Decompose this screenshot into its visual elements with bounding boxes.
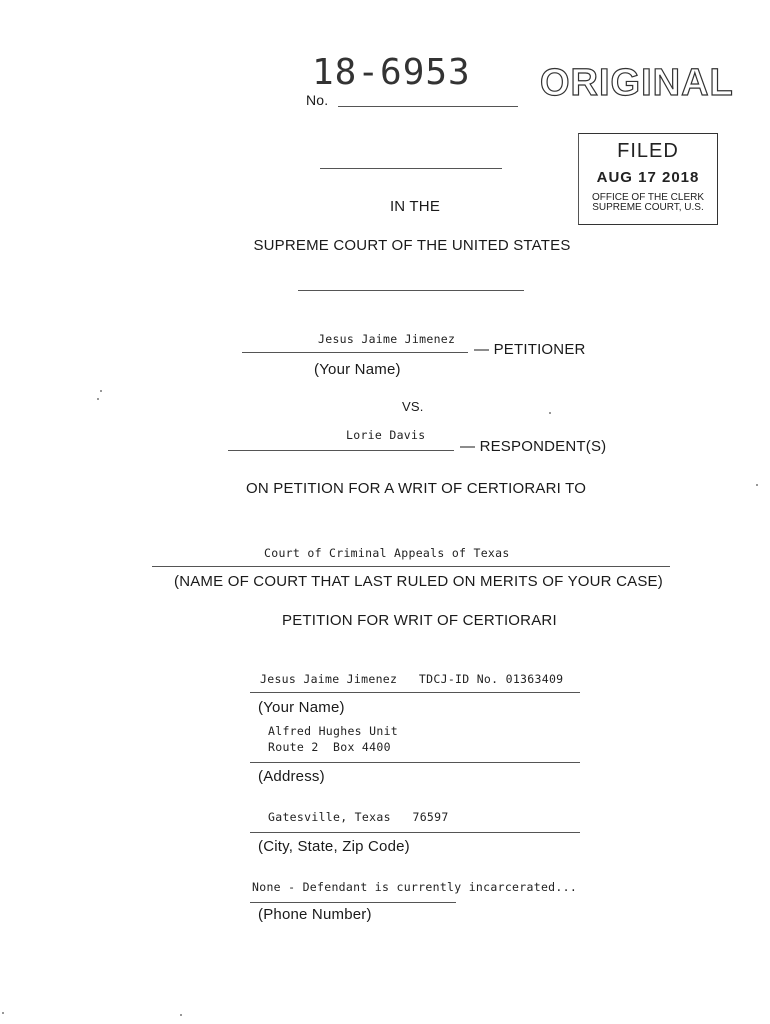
scan-speck [100, 390, 102, 392]
docket-no-label: No. [306, 92, 329, 108]
scan-speck [756, 484, 758, 486]
contact-name-label: (Your Name) [258, 699, 345, 716]
caption-rule-middle [298, 290, 524, 291]
petitioner-your-name-label: (Your Name) [314, 361, 401, 378]
petitioner-role: — PETITIONER [474, 341, 586, 358]
filed-date: AUG 17 2018 [596, 169, 700, 186]
petition-line: ON PETITION FOR A WRIT OF CERTIORARI TO [246, 480, 587, 497]
contact-city-underline [250, 832, 580, 833]
original-stamp: ORIGINAL [540, 62, 734, 104]
lower-court-name: Court of Criminal Appeals of Texas [264, 546, 510, 560]
in-the-heading: IN THE [389, 198, 441, 215]
clerk-office-line: OFFICE OF THE CLERK [591, 192, 705, 203]
contact-phone-underline [250, 902, 456, 903]
scan-speck [180, 1014, 182, 1016]
contact-address-line1: Alfred Hughes Unit [268, 724, 399, 738]
filed-label: FILED [617, 140, 679, 162]
contact-address-underline [250, 762, 580, 763]
scan-speck [549, 412, 551, 414]
contact-address-line2: Route 2 Box 4400 [268, 740, 391, 754]
contact-phone-label: (Phone Number) [258, 906, 372, 923]
contact-name-underline [250, 692, 580, 693]
lower-court-underline [152, 566, 670, 567]
scan-speck [97, 398, 99, 400]
court-heading: SUPREME COURT OF THE UNITED STATES [253, 237, 571, 254]
docket-underline [338, 106, 518, 107]
petitioner-name: Jesus Jaime Jimenez [318, 332, 456, 346]
scan-speck [2, 1012, 4, 1014]
petitioner-underline [242, 352, 468, 353]
document-title: PETITION FOR WRIT OF CERTIORARI [282, 612, 557, 629]
contact-phone-line: None - Defendant is currently incarcerated... [252, 880, 578, 894]
respondent-role: — RESPONDENT(S) [460, 438, 607, 455]
respondent-name: Lorie Davis [346, 428, 426, 442]
contact-city-label: (City, State, Zip Code) [258, 838, 410, 855]
contact-address-label: (Address) [258, 768, 325, 785]
versus-label: VS. [402, 399, 424, 414]
respondent-underline [228, 450, 454, 451]
docket-number: 18-6953 [312, 52, 471, 93]
lower-court-label: (NAME OF COURT THAT LAST RULED ON MERITS OF YOUR CASE) [174, 573, 663, 590]
contact-city-line: Gatesville, Texas 76597 [268, 810, 449, 824]
supreme-court-line: SUPREME COURT, U.S. [592, 202, 704, 213]
caption-rule-top [320, 168, 502, 169]
contact-name-line: Jesus Jaime Jimenez TDCJ-ID No. 01363409 [260, 672, 564, 686]
